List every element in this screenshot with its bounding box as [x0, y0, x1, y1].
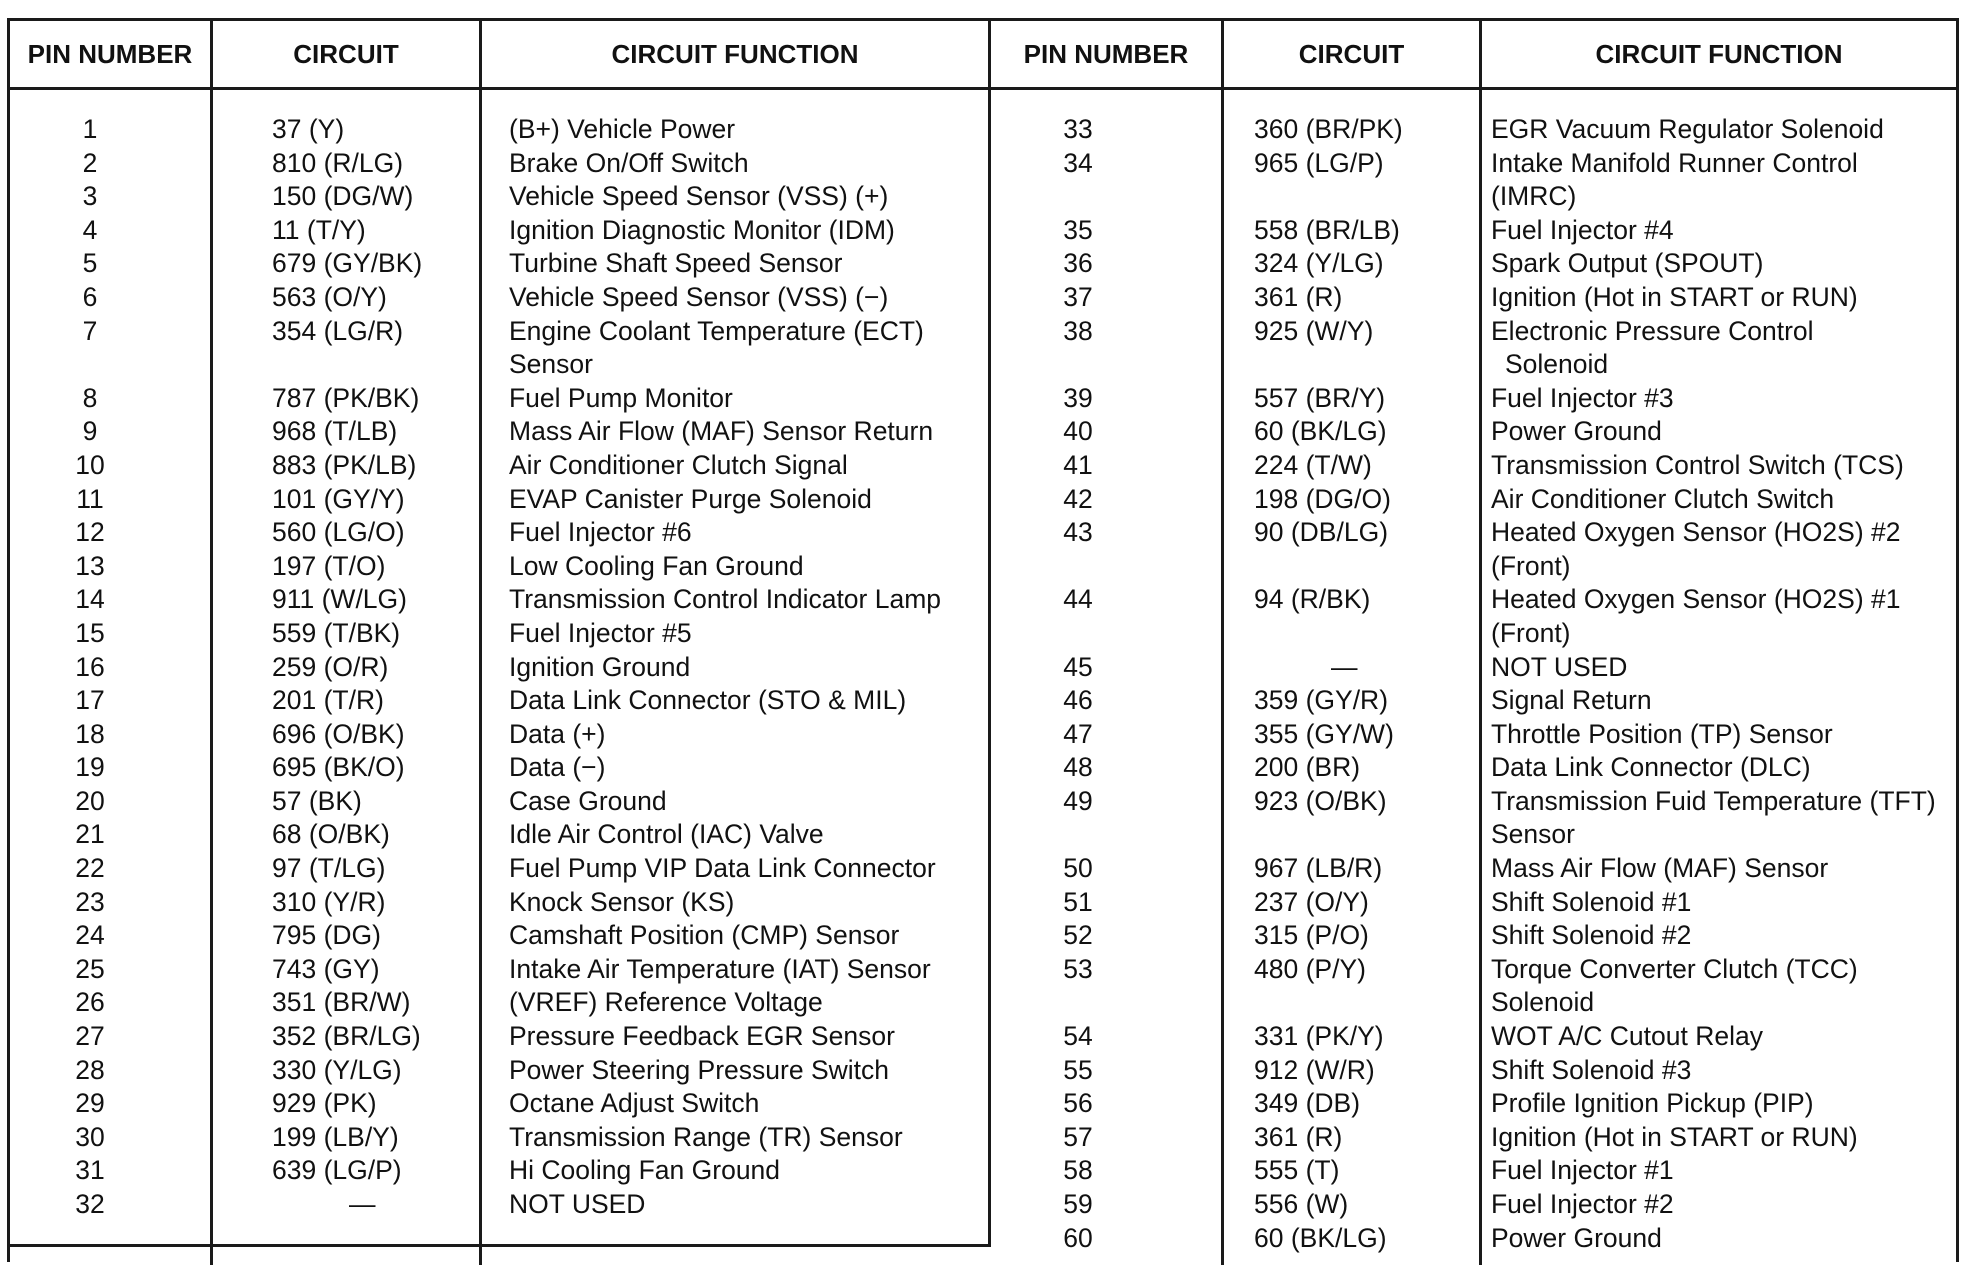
circuit-cell: 563 (O/Y)	[272, 281, 387, 312]
pin-number-cell: 16	[75, 651, 105, 682]
circuit-function-cell: WOT A/C Cutout Relay	[1491, 1021, 1763, 1052]
circuit-cell: 330 (Y/LG)	[272, 1054, 402, 1085]
circuit-function-cell: Air Conditioner Clutch Switch	[1491, 483, 1835, 514]
pin-number-cell: 18	[75, 718, 105, 749]
circuit-function-cell	[1491, 953, 1959, 1020]
pin-number-cell: 37	[1063, 281, 1093, 312]
circuit-cell: 810 (R/LG)	[272, 147, 404, 178]
circuit-cell: —	[349, 1189, 376, 1219]
circuit-cell: 361 (R)	[1254, 1121, 1343, 1152]
pin-number-cell: 13	[75, 550, 105, 581]
pin-number-cell: 8	[82, 382, 98, 413]
header-circuit-right: CIRCUIT	[1298, 39, 1405, 69]
circuit-cell: 237 (O/Y)	[1254, 886, 1369, 917]
pin-number-cell: 39	[1063, 382, 1093, 413]
pin-number-cell: 2	[82, 147, 98, 178]
circuit-cell: 929 (PK)	[272, 1088, 377, 1119]
circuit-function-cell	[1491, 583, 1959, 650]
circuit-function-cell: Vehicle Speed Sensor (VSS) (+)	[509, 181, 889, 212]
pin-number-cell: 1	[82, 114, 98, 144]
header-pin-number-right: PIN NUMBER	[1023, 39, 1189, 69]
pin-number-cell: 54	[1063, 1021, 1093, 1052]
pin-number-cell: 29	[75, 1088, 105, 1119]
circuit-function-cell: Camshaft Position (CMP) Sensor	[509, 920, 900, 951]
circuit-function-cell: Shift Solenoid #3	[1491, 1054, 1692, 1085]
pin-number-cell: 26	[75, 987, 105, 1018]
circuit-cell: 787 (PK/BK)	[272, 382, 420, 413]
pin-number-cell: 6	[82, 281, 98, 312]
left-pin-column	[30, 113, 150, 1222]
circuit-function-line: Heated Oxygen Sensor (HO2S) #2	[1491, 517, 1901, 548]
circuit-cell: 352 (BR/LG)	[272, 1021, 421, 1052]
circuit-cell: 355 (GY/W)	[1254, 718, 1394, 749]
column-divider	[988, 21, 991, 1247]
circuit-function-cell: Fuel Injector #4	[1491, 214, 1674, 245]
pin-number-cell: 19	[75, 752, 105, 783]
pin-number-cell: 40	[1063, 416, 1093, 447]
circuit-function-continuation: Solenoid	[1491, 987, 1595, 1018]
circuit-function-line: Heated Oxygen Sensor (HO2S) #1	[1491, 584, 1901, 615]
column-divider	[1221, 21, 1224, 1265]
circuit-function-cell: Octane Adjust Switch	[509, 1088, 760, 1119]
circuit-cell: 201 (T/R)	[272, 685, 384, 716]
circuit-cell: 37 (Y)	[272, 114, 345, 144]
pin-number-cell: 5	[82, 248, 98, 279]
circuit-cell: 11 (T/Y)	[272, 214, 366, 245]
header-circuit-function-left: CIRCUIT FUNCTION	[611, 39, 859, 69]
left-function-column	[509, 113, 985, 1222]
column-divider	[210, 21, 213, 1265]
pin-number-cell: 50	[1063, 853, 1093, 884]
circuit-cell: 60 (BK/LG)	[1254, 416, 1387, 447]
circuit-function-cell: (B+) Vehicle Power	[509, 114, 736, 144]
circuit-function-continuation: Sensor	[509, 349, 593, 380]
column-divider	[479, 21, 482, 1265]
pin-number-cell: 31	[75, 1155, 105, 1186]
circuit-function-cell: Idle Air Control (IAC) Valve	[509, 819, 824, 850]
circuit-function-cell: Shift Solenoid #1	[1491, 886, 1692, 917]
circuit-cell: 911 (W/LG)	[272, 584, 407, 615]
circuit-function-cell: NOT USED	[509, 1189, 646, 1219]
circuit-cell: 696 (O/BK)	[272, 718, 405, 749]
circuit-function-cell: Data Link Connector (STO & MIL)	[509, 685, 907, 716]
table-bottom-rule	[10, 1244, 988, 1247]
circuit-cell: 559 (T/BK)	[272, 617, 401, 648]
pin-number-cell: 12	[75, 517, 105, 548]
circuit-cell: 923 (O/BK)	[1254, 785, 1387, 816]
circuit-cell: 359 (GY/R)	[1254, 685, 1389, 716]
circuit-cell: 101 (GY/Y)	[272, 483, 405, 514]
circuit-cell: 639 (LG/P)	[272, 1155, 402, 1186]
pin-number-cell: 30	[75, 1121, 105, 1152]
circuit-function-cell	[509, 315, 985, 382]
pin-number-cell: 44	[1063, 584, 1093, 615]
circuit-function-cell: Mass Air Flow (MAF) Sensor Return	[509, 416, 934, 447]
circuit-cell: 695 (BK/O)	[272, 752, 405, 783]
column-divider	[1479, 21, 1482, 1265]
circuit-cell: 354 (LG/R)	[272, 315, 404, 346]
pin-number-cell: 11	[76, 483, 104, 514]
circuit-cell: 679 (GY/BK)	[272, 248, 423, 279]
circuit-cell: 925 (W/Y)	[1254, 315, 1374, 346]
circuit-function-continuation: Solenoid	[1505, 349, 1609, 380]
table-header-row	[10, 21, 1956, 90]
circuit-cell: 324 (Y/LG)	[1254, 248, 1384, 279]
circuit-cell: 361 (R)	[1254, 281, 1343, 312]
circuit-function-cell: Data (+)	[509, 718, 606, 749]
circuit-cell: 743 (GY)	[272, 953, 380, 984]
circuit-function-cell: Data (−)	[509, 752, 606, 783]
circuit-function-cell: EVAP Canister Purge Solenoid	[509, 483, 872, 514]
circuit-function-cell: NOT USED	[1491, 651, 1628, 682]
circuit-function-cell	[1491, 516, 1959, 583]
circuit-function-line: Intake Manifold Runner Control	[1491, 147, 1858, 178]
circuit-cell: 90 (DB/LG)	[1254, 517, 1389, 548]
circuit-cell: 555 (T)	[1254, 1155, 1340, 1186]
circuit-function-cell: Throttle Position (TP) Sensor	[1491, 718, 1833, 749]
circuit-function-cell: Ignition Diagnostic Monitor (IDM)	[509, 214, 895, 245]
right-circuit-column	[1254, 113, 1474, 1255]
circuit-function-cell: (VREF) Reference Voltage	[509, 987, 823, 1018]
circuit-function-cell: Fuel Injector #6	[509, 517, 692, 548]
circuit-cell: —	[1331, 651, 1358, 682]
circuit-cell: 150 (DG/W)	[272, 181, 414, 212]
header-circuit-left: CIRCUIT	[293, 39, 399, 69]
circuit-cell: 557 (BR/Y)	[1254, 382, 1386, 413]
circuit-function-cell: Fuel Injector #5	[509, 617, 692, 648]
pin-number-cell: 60	[1063, 1222, 1093, 1253]
circuit-cell: 199 (LB/Y)	[272, 1121, 399, 1152]
circuit-cell: 259 (O/R)	[272, 651, 389, 682]
pin-number-cell: 42	[1063, 483, 1093, 514]
pin-number-cell: 14	[75, 584, 105, 615]
circuit-cell: 349 (DB)	[1254, 1088, 1361, 1119]
circuit-function-cell: Ignition (Hot in START or RUN)	[1491, 281, 1858, 312]
pin-number-cell: 45	[1063, 651, 1093, 682]
pin-number-cell: 17	[75, 685, 105, 716]
circuit-cell: 968 (T/LB)	[272, 416, 398, 447]
pin-number-cell: 25	[75, 953, 105, 984]
circuit-cell: 912 (W/R)	[1254, 1054, 1375, 1085]
pin-number-cell: 52	[1063, 920, 1093, 951]
pin-number-cell: 46	[1063, 685, 1093, 716]
right-function-column	[1491, 113, 1959, 1255]
circuit-function-cell: Spark Output (SPOUT)	[1491, 248, 1764, 279]
circuit-function-cell: Vehicle Speed Sensor (VSS) (−)	[509, 281, 889, 312]
circuit-function-cell: Turbine Shaft Speed Sensor	[509, 248, 843, 279]
circuit-function-cell: Transmission Range (TR) Sensor	[509, 1121, 903, 1152]
circuit-function-continuation: (Front)	[1491, 550, 1571, 581]
right-pin-column	[1018, 113, 1138, 1255]
circuit-cell: 198 (DG/O)	[1254, 483, 1391, 514]
circuit-cell: 560 (LG/O)	[272, 517, 405, 548]
circuit-cell: 883 (PK/LB)	[272, 449, 417, 480]
circuit-function-cell	[1491, 315, 1959, 382]
pin-number-cell: 32	[75, 1189, 105, 1219]
pin-number-cell: 48	[1063, 752, 1093, 783]
pin-number-cell: 20	[75, 785, 105, 816]
circuit-function-cell: Air Conditioner Clutch Signal	[509, 449, 848, 480]
pin-number-cell: 22	[75, 853, 105, 884]
circuit-cell: 795 (DG)	[272, 920, 381, 951]
circuit-cell: 310 (Y/R)	[272, 886, 386, 917]
circuit-function-cell: Ignition (Hot in START or RUN)	[1491, 1121, 1858, 1152]
pin-number-cell: 33	[1063, 114, 1093, 144]
pin-number-cell: 58	[1063, 1155, 1093, 1186]
circuit-function-cell	[1491, 785, 1959, 852]
circuit-function-cell: Intake Air Temperature (IAT) Sensor	[509, 953, 931, 984]
pin-number-cell: 15	[75, 617, 105, 648]
left-circuit-column	[272, 113, 472, 1222]
circuit-function-cell: EGR Vacuum Regulator Solenoid	[1491, 114, 1884, 144]
pin-number-cell: 56	[1063, 1088, 1093, 1119]
circuit-cell: 97 (T/LG)	[272, 853, 386, 884]
pin-number-cell: 41	[1063, 449, 1093, 480]
circuit-function-cell: Mass Air Flow (MAF) Sensor	[1491, 853, 1829, 884]
circuit-function-cell: Shift Solenoid #2	[1491, 920, 1692, 951]
pin-number-cell: 23	[75, 886, 105, 917]
pin-number-cell: 55	[1063, 1054, 1093, 1085]
pinout-table	[7, 18, 1959, 1262]
circuit-function-line: Torque Converter Clutch (TCC)	[1491, 953, 1858, 984]
circuit-function-cell: Fuel Injector #3	[1491, 382, 1674, 413]
pin-number-cell: 4	[82, 214, 98, 245]
circuit-function-cell: Power Ground	[1491, 1222, 1662, 1253]
circuit-cell: 351 (BR/W)	[272, 987, 411, 1018]
circuit-function-cell: Knock Sensor (KS)	[509, 886, 735, 917]
circuit-function-cell: Fuel Pump Monitor	[509, 382, 733, 413]
circuit-function-line: Engine Coolant Temperature (ECT)	[509, 315, 924, 346]
circuit-function-cell: Case Ground	[509, 785, 667, 816]
pin-number-cell: 27	[75, 1021, 105, 1052]
circuit-function-cell: Brake On/Off Switch	[509, 147, 749, 178]
circuit-cell: 967 (LB/R)	[1254, 853, 1383, 884]
circuit-function-cell: Power Steering Pressure Switch	[509, 1054, 889, 1085]
circuit-function-cell	[1491, 147, 1959, 214]
pin-number-cell: 36	[1063, 248, 1093, 279]
pin-number-cell: 53	[1063, 953, 1093, 984]
circuit-cell: 965 (LG/P)	[1254, 147, 1384, 178]
pin-number-cell: 59	[1063, 1189, 1093, 1219]
circuit-cell: 224 (T/W)	[1254, 449, 1372, 480]
circuit-function-cell: Transmission Control Switch (TCS)	[1491, 449, 1904, 480]
header-pin-number-left: PIN NUMBER	[27, 39, 193, 69]
header-circuit-function-right: CIRCUIT FUNCTION	[1595, 39, 1843, 69]
circuit-cell: 556 (W)	[1254, 1189, 1349, 1219]
pin-number-cell: 21	[75, 819, 105, 850]
circuit-function-cell: Ignition Ground	[509, 651, 691, 682]
circuit-function-cell: Fuel Injector #2	[1491, 1189, 1674, 1219]
pin-number-cell: 47	[1063, 718, 1093, 749]
pin-number-cell: 49	[1063, 785, 1093, 816]
pin-number-cell: 51	[1063, 886, 1093, 917]
pin-number-cell: 34	[1063, 147, 1093, 178]
circuit-function-cell: Fuel Pump VIP Data Link Connector	[509, 853, 936, 884]
circuit-cell: 68 (O/BK)	[272, 819, 390, 850]
circuit-cell: 200 (BR)	[1254, 752, 1361, 783]
circuit-function-cell: Profile Ignition Pickup (PIP)	[1491, 1088, 1814, 1119]
circuit-function-cell: Power Ground	[1491, 416, 1662, 447]
circuit-function-cell: Signal Return	[1491, 685, 1652, 716]
circuit-cell: 331 (PK/Y)	[1254, 1021, 1384, 1052]
circuit-function-continuation: (Front)	[1491, 617, 1571, 648]
pin-number-cell: 9	[82, 416, 98, 447]
circuit-cell: 558 (BR/LB)	[1254, 214, 1400, 245]
circuit-function-cell: Hi Cooling Fan Ground	[509, 1155, 781, 1186]
circuit-function-continuation: (IMRC)	[1491, 181, 1577, 212]
circuit-cell: 315 (P/O)	[1254, 920, 1369, 951]
circuit-cell: 94 (R/BK)	[1254, 584, 1371, 615]
pin-number-cell: 24	[75, 920, 105, 951]
pin-number-cell: 38	[1063, 315, 1093, 346]
circuit-function-cell: Low Cooling Fan Ground	[509, 550, 804, 581]
pin-number-cell: 43	[1063, 517, 1093, 548]
circuit-function-cell: Pressure Feedback EGR Sensor	[509, 1021, 895, 1052]
circuit-function-line: Transmission Fuid Temperature (TFT)	[1491, 785, 1936, 816]
circuit-cell: 57 (BK)	[272, 785, 362, 816]
pin-number-cell: 7	[82, 315, 98, 346]
circuit-function-cell: Data Link Connector (DLC)	[1491, 752, 1811, 783]
circuit-function-line: Electronic Pressure Control	[1491, 315, 1814, 346]
pin-number-cell: 35	[1063, 214, 1093, 245]
circuit-cell: 480 (P/Y)	[1254, 953, 1366, 984]
pin-number-cell: 10	[75, 449, 105, 480]
pin-number-cell: 3	[82, 181, 98, 212]
pin-number-cell: 28	[75, 1054, 105, 1085]
circuit-function-cell: Transmission Control Indicator Lamp	[509, 584, 942, 615]
circuit-function-continuation: Sensor	[1491, 819, 1575, 850]
circuit-cell: 360 (BR/PK)	[1254, 114, 1403, 144]
circuit-cell: 60 (BK/LG)	[1254, 1222, 1387, 1253]
pin-number-cell: 57	[1063, 1121, 1093, 1152]
circuit-cell: 197 (T/O)	[272, 550, 386, 581]
circuit-function-cell: Fuel Injector #1	[1491, 1155, 1674, 1186]
